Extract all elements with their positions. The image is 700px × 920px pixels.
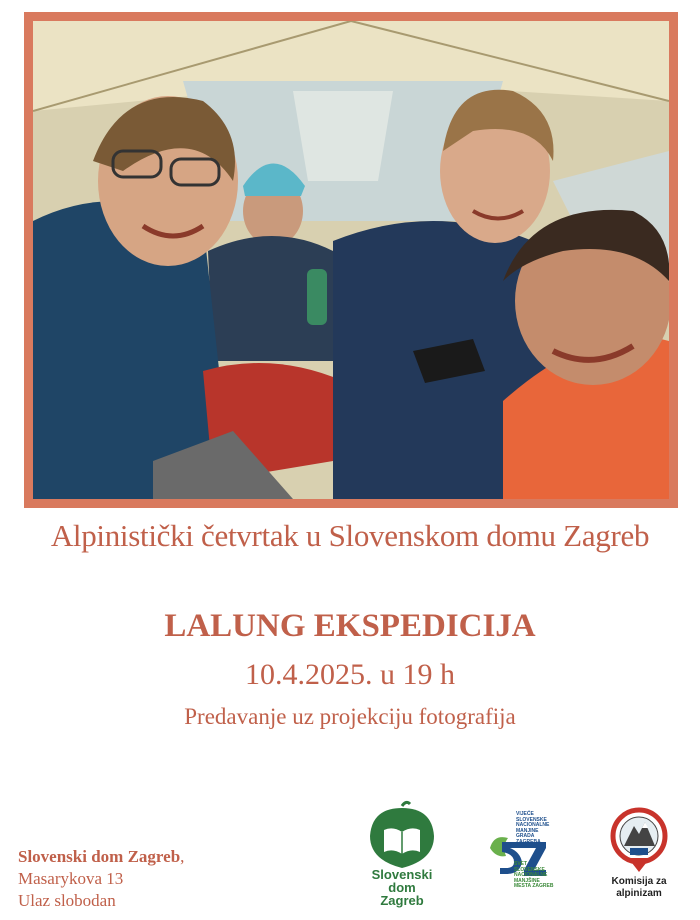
sdz-logo-line2: dom bbox=[388, 880, 416, 895]
sdz-logo-line1: Slovenski bbox=[371, 867, 433, 882]
event-photo bbox=[24, 12, 678, 508]
mountain-badge-icon bbox=[606, 806, 672, 874]
venue-entry: Ulaz slobodan bbox=[18, 891, 116, 910]
vsnm-top-text: VIJEĆE SLOVENSKE NACIONALNE MANJINE GRADA ZAGREBA bbox=[516, 811, 550, 845]
event-series-heading: Alpinistički četvrtak u Slovenskom domu Zagreb bbox=[50, 518, 650, 553]
linden-leaf-book-icon bbox=[362, 800, 442, 870]
venue-address: Masarykova 13 bbox=[18, 869, 124, 888]
vsnm-logo bbox=[484, 808, 560, 889]
venue-info bbox=[18, 846, 184, 912]
event-description: Predavanje uz projekciju fotografija bbox=[184, 704, 516, 729]
event-datetime: 10.4.2025. u 19 h bbox=[245, 658, 455, 691]
vsnm-bottom-text: SVET SLOVENSKE NACIONALNE MANJŠINE MESTA ZAGREB bbox=[514, 861, 554, 889]
hps-logo-line1: Komisija za bbox=[611, 876, 667, 887]
komisija-logo bbox=[606, 806, 672, 906]
venue-name-line bbox=[18, 846, 184, 868]
venue-name: Slovenski dom Zagreb bbox=[18, 847, 181, 866]
slovenski-dom-logo bbox=[362, 800, 442, 910]
hps-logo-line2: alpinizam bbox=[616, 888, 662, 899]
tent-selfie-photo bbox=[33, 21, 669, 499]
venue-name-suffix: , bbox=[180, 847, 185, 866]
event-title: LALUNG EKSPEDICIJA bbox=[164, 608, 536, 644]
sdz-logo-line3: Zagreb bbox=[380, 893, 424, 908]
